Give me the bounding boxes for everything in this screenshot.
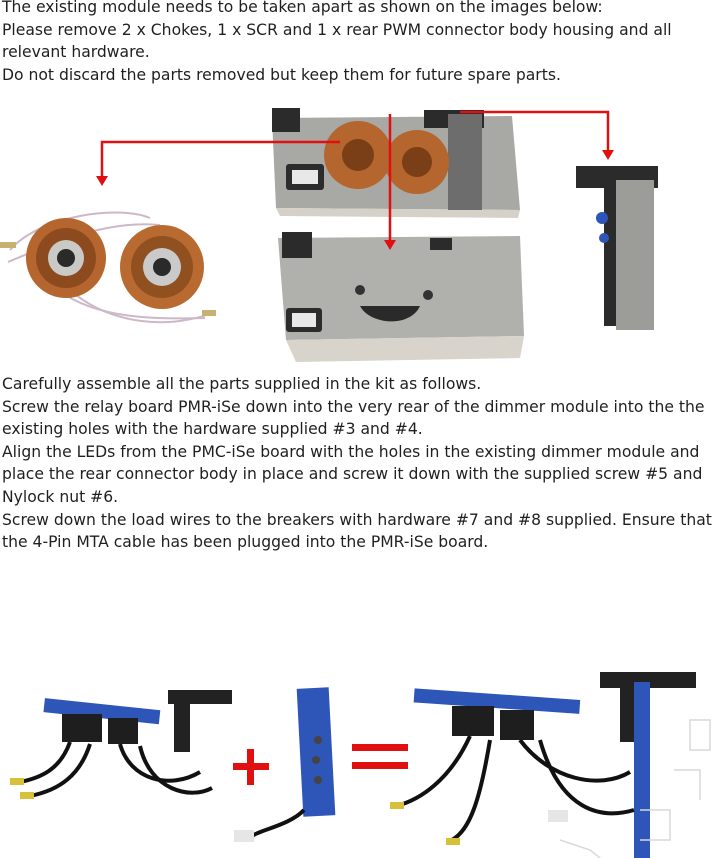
plus-sign [233,749,269,785]
module-after-photo [278,232,524,362]
intro-line-1: The existing module needs to be taken apart as shown on the images below: [2,0,603,16]
step-line-4: Screw down the load wires to the breakers with hardware #7 and #8 supplied. Ensure that the 4-Pin MTA cable has been plugged into the PMR-iSe board. [2,510,712,552]
equals-sign [352,744,408,769]
assembly-figure [0,660,714,858]
intro-line-3: Do not discard the parts removed but keep them for future spare parts. [2,65,561,84]
relay-board-photo [10,690,232,799]
rear-connector-photo [576,166,658,330]
removed-chokes-photo [0,213,216,323]
module-before-photo [272,108,520,218]
disassembly-figure [0,100,714,365]
assembled-photo [390,672,696,858]
intro-line-2: Please remove 2 x Chokes, 1 x SCR and 1 x rear PWM connector body housing and all relevant hardware. [2,20,672,62]
assembly-steps [2,373,714,554]
intro-paragraph [2,0,714,86]
step-line-3: Align the LEDs from the PMC-iSe board with the holes in the existing dimmer module and place the rear connector body in place and screw it down with the supplied screw #5 and Nylock nut #6. [2,442,703,506]
step-line-2: Screw the relay board PMR-iSe down into the very rear of the dimmer module into the the existing holes with the hardware supplied #3 and #4. [2,397,705,439]
step-line-1: Carefully assemble all the parts supplied in the kit as follows. [2,375,482,393]
